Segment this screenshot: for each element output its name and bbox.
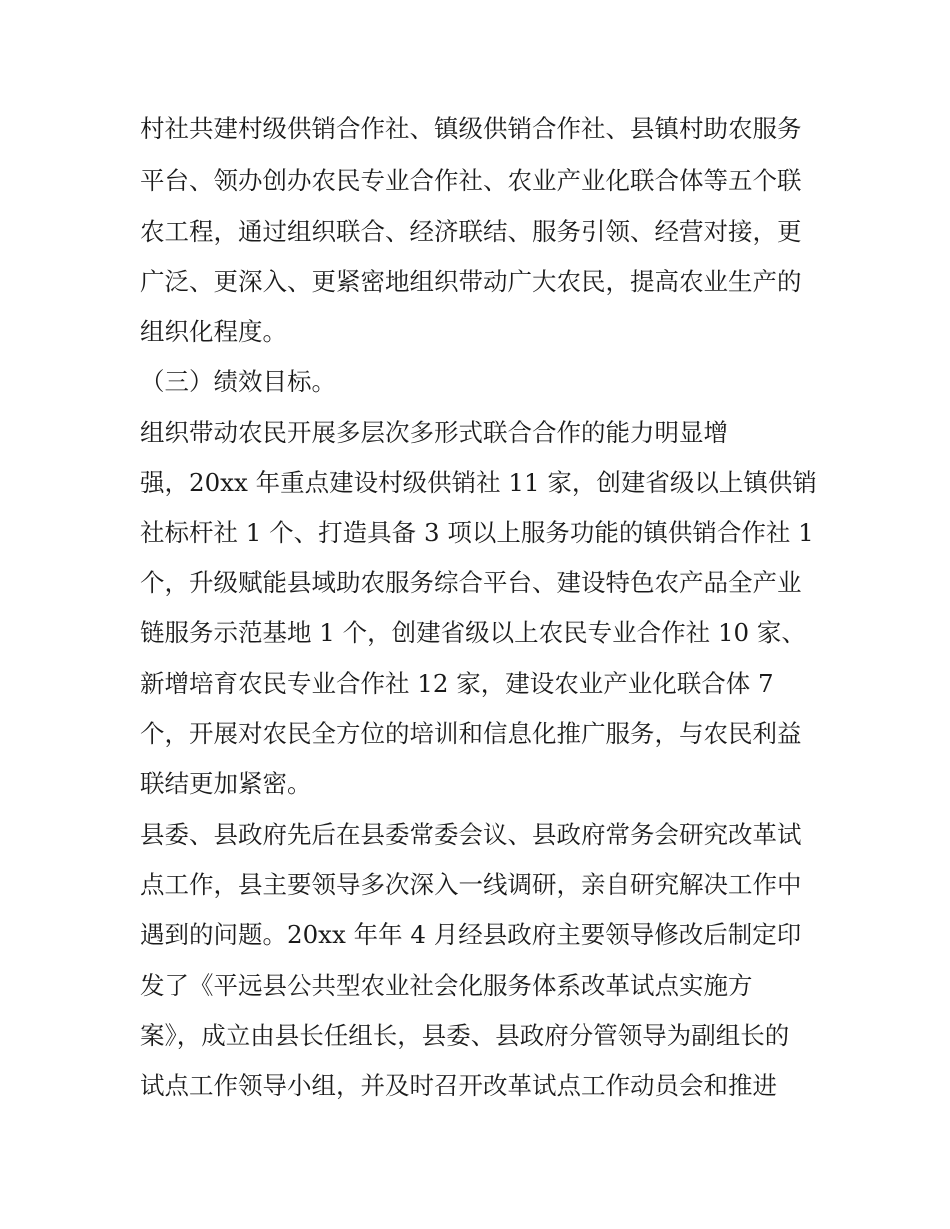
text-line: 个，开展对农民全方位的培训和信息化推广服务，与农民利益 xyxy=(140,719,802,748)
text-line: 组织化程度。 xyxy=(140,317,287,346)
text-line: 广泛、更深入、更紧密地组织带动广大农民，提高农业生产的 xyxy=(140,267,802,296)
text-line: 农工程，通过组织联合、经济联结、服务引领、经营对接，更 xyxy=(140,217,802,246)
text-line: 试点工作领导小组，并及时召开改革试点工作动员会和推进 xyxy=(140,1071,777,1100)
text-line: 个，升级赋能县域助农服务综合平台、建设特色农产品全产业 xyxy=(140,568,802,597)
text-line: 强，20xx 年重点建设村级供销社 11 家，创建省级以上镇供销 xyxy=(140,468,817,497)
text-line: 县委、县政府先后在县委常委会议、县政府常务会研究改革试 xyxy=(140,820,802,849)
text-line: 平台、领办创办农民专业合作社、农业产业化联合体等五个联 xyxy=(140,166,802,195)
text-line: 遇到的问题。20xx 年年 4 月经县政府主要领导修改后制定印 xyxy=(140,920,802,949)
text-line: 组织带动农民开展多层次多形式联合合作的能力明显增 xyxy=(140,418,728,447)
text-line: 链服务示范基地 1 个，创建省级以上农民专业合作社 10 家、 xyxy=(140,618,806,647)
text-line: 联结更加紧密。 xyxy=(140,769,312,798)
section-heading: （三）绩效目标。 xyxy=(140,367,336,396)
text-line: 村社共建村级供销合作社、镇级供销合作社、县镇村助农服务 xyxy=(140,114,802,143)
text-line: 社标杆社 1 个、打造具备 3 项以上服务功能的镇供销合作社 1 xyxy=(140,518,814,547)
text-line: 点工作，县主要领导多次深入一线调研，亲自研究解决工作中 xyxy=(140,870,802,899)
text-line: 案》，成立由县长任组长，县委、县政府分管领导为副组长的 xyxy=(140,1021,790,1050)
text-line: 发了《平远县公共型农业社会化服务体系改革试点实施方 xyxy=(140,971,753,1000)
text-line: 新增培育农民专业合作社 12 家，建设农业产业化联合体 7 xyxy=(140,669,774,698)
